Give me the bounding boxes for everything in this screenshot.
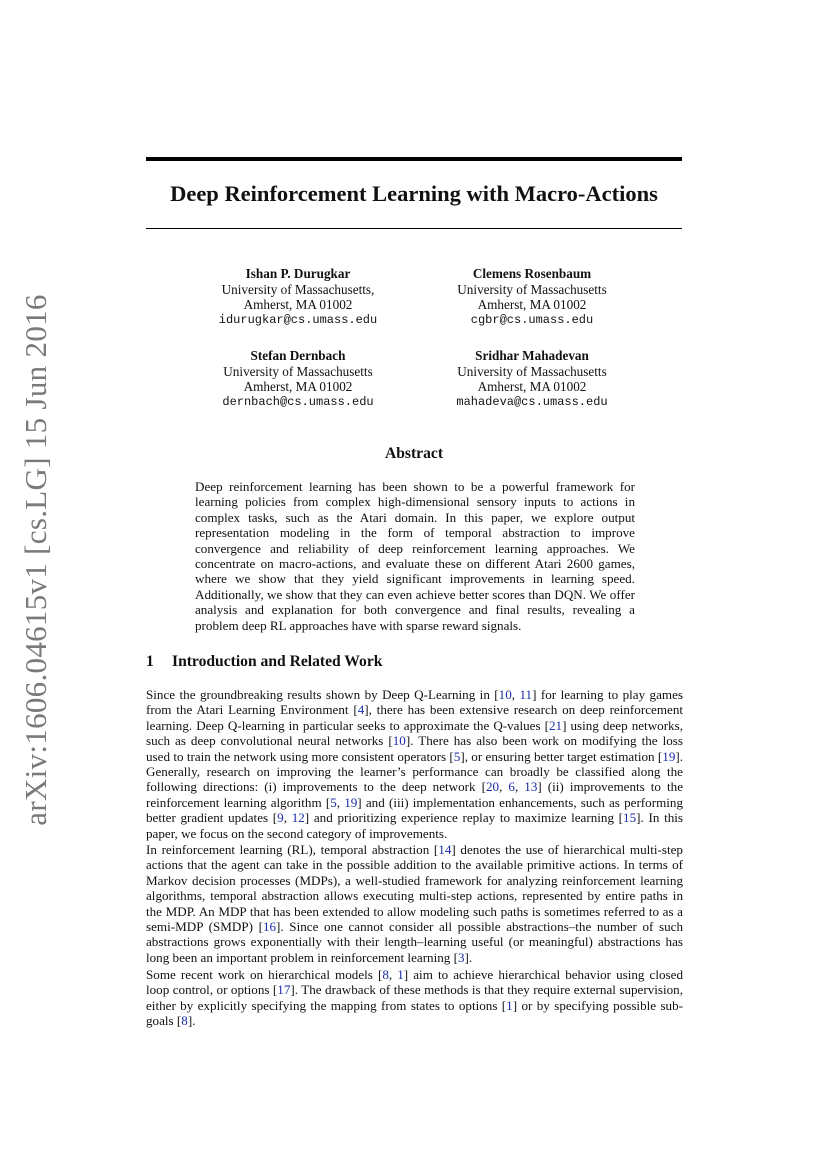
citation-link[interactable]: 16 [262, 919, 277, 935]
citation-link[interactable]: 1 [506, 997, 513, 1013]
citation-link[interactable]: 15 [623, 810, 637, 826]
citation-link[interactable]: 19 [662, 748, 676, 764]
author-affiliation: University of Massachusetts, [221, 281, 375, 297]
paragraph-segment: ] and (iii) implementation enhancements, such as performing better gradient updates [ [146, 794, 683, 826]
author-email: cgbr@cs.umass.edu [470, 312, 594, 327]
paragraph-segment: ] and prioritizing experience replay to maximize learning [ [304, 810, 624, 826]
title-top-rule [146, 157, 682, 161]
paragraph-segment: ]. There has also been work on modifying the loss used to train the network using more consistent operators [ [146, 733, 683, 764]
paragraph-segment: ] (ii) improvements to the reinforcement learning algorithm [ [146, 779, 684, 810]
paragraph [146, 842, 683, 965]
paragraph-text [146, 687, 683, 841]
citation-link[interactable]: 10 [392, 733, 406, 749]
author-name: Clemens Rosenbaum [472, 266, 592, 281]
paragraph-segment: ]. Since one cannot consider all possible abstractions–the number of such abstractions grows exponentially with their length–learning useful (or meaningful) abstractions has long been an important problem in reinforcement learning [ [146, 919, 683, 965]
paragraph-segment: ] denotes the use of hierarchical multi-step actions that the agent can take in the possible addition to the available primitive actions. In terms of Markov decision processes (MDPs), a well-studied framework for analyzing reinforcement learning algorithms, temporal abstraction allows executing multi-step actions, represented by entire paths in the MDP. An MDP that has been extended to allow modeling such paths is sometimes referred to as a semi-MDP (SMDP) [ [146, 842, 683, 935]
paragraph-segment: ]. [187, 1013, 196, 1029]
author-affiliation: University of Massachusetts [223, 363, 373, 379]
paragraph-segment: ], or ensuring better target estimation [ [460, 748, 663, 764]
citation-link[interactable]: 4 [357, 702, 365, 718]
paragraph-segment: Some recent work on hierarchical models [ [146, 967, 383, 982]
paragraph-segment: In reinforcement learning (RL), temporal abstraction [ [146, 842, 439, 857]
citation-link[interactable]: 8 [181, 1013, 188, 1029]
abstract-heading: Abstract [384, 445, 444, 462]
paragraph-segment: ]. In this paper, we focus on the second category of improvements. [146, 810, 683, 841]
citation-link[interactable]: 11 [519, 687, 533, 702]
paragraph-text [146, 842, 683, 965]
author-address: Amherst, MA 01002 [243, 379, 353, 394]
author-affiliation: University of Massachusetts [457, 363, 607, 379]
paragraph-segment: ] for learning to play games from the Atari Learning Environment [ [146, 687, 684, 718]
paragraph-segment: , [388, 967, 398, 982]
paragraph-segment: , [511, 687, 520, 702]
paragraph-segment: Since the groundbreaking results shown by Deep Q-Learning in [ [146, 687, 499, 702]
author-block [168, 266, 428, 328]
citation-link[interactable]: 20 [486, 779, 500, 795]
citation-link[interactable]: 9 [277, 810, 284, 826]
author-email: mahadeva@cs.umass.edu [456, 394, 608, 409]
author-email: dernbach@cs.umass.edu [222, 394, 374, 409]
paragraph-segment: ] aim to achieve hierarchical behavior using closed loop control, or options [ [146, 967, 684, 998]
paragraph [146, 967, 683, 1029]
paragraph-segment: ]. Generally, research on improving the learner’s performance can broadly be classified along the following directions: (i) improvements to the deep network [ [146, 748, 683, 795]
citation-link[interactable]: 14 [438, 842, 452, 857]
citation-link[interactable]: 21 [549, 717, 563, 733]
paragraph-segment: , [283, 810, 292, 826]
paragraph-segment: ]. The drawback of these methods is that they require external supervision, either by explicitly specifying the mapping from states to options [ [146, 982, 683, 1013]
citation-link[interactable]: 17 [277, 982, 291, 998]
author-name: Stefan Dernbach [250, 348, 346, 363]
paragraph-segment: ]. [464, 949, 473, 965]
citation-link[interactable]: 19 [344, 794, 358, 810]
author-address: Amherst, MA 01002 [477, 379, 587, 394]
abstract-text: Deep reinforcement learning has been shown to be a powerful framework for learning policies from complex high-dimensional sensory inputs to actions in complex tasks, such as the Atari domain. In this paper, we explore output representation modeling in the form of temporal abstraction to improve convergence and reliability of deep reinforcement learning approaches. We concentrate on macro-actions, and evaluate these on different Atari 2600 games, where we show that they yield significant improvements in learning speed. Additionally, we show that they can even achieve better scores than DQN. We offer analysis and explanation for both convergence and final results, revealing a problem deep RL approaches have with sparse reward signals. [195, 479, 635, 633]
author-affiliation: University of Massachusetts [457, 281, 607, 297]
title-bottom-rule [146, 228, 682, 229]
paragraph-segment: , [336, 794, 345, 810]
paper-title: Deep Reinforcement Learning with Macro-Actions [170, 181, 658, 206]
author-block [402, 266, 662, 328]
paragraph-text [146, 967, 683, 1029]
citation-link[interactable]: 5 [330, 794, 337, 810]
section-title: Introduction and Related Work [172, 653, 383, 670]
author-name: Ishan P. Durugkar [245, 266, 351, 281]
author-name: Sridhar Mahadevan [475, 348, 589, 363]
citation-link[interactable]: 1 [397, 967, 404, 982]
citation-link[interactable]: 6 [508, 779, 515, 795]
paragraph-segment: , [499, 779, 509, 795]
author-block [402, 348, 662, 410]
paragraph-segment: , [514, 779, 525, 795]
citation-link[interactable]: 10 [498, 687, 512, 702]
citation-link[interactable]: 13 [524, 779, 538, 795]
paragraph [146, 687, 683, 841]
paragraph-segment: ], there has been extensive research on deep reinforcement learning. Deep Q-learning in particular seeks to approximate the Q-values [ [146, 702, 683, 733]
author-address: Amherst, MA 01002 [243, 297, 353, 312]
citation-link[interactable]: 3 [457, 949, 465, 965]
author-email: idurugkar@cs.umass.edu [218, 312, 378, 327]
author-address: Amherst, MA 01002 [477, 297, 587, 312]
paragraph-segment: ] or by specifying possible sub-goals [ [146, 997, 683, 1029]
citation-link[interactable]: 8 [382, 967, 389, 982]
author-block [168, 348, 428, 410]
arxiv-stamp: arXiv:1606.04615v1 [cs.LG] 15 Jun 2016 [18, 294, 53, 826]
citation-link[interactable]: 5 [453, 748, 461, 764]
paragraph-segment: ] using deep networks, such as deep convolutional neural networks [ [146, 717, 683, 749]
citation-link[interactable]: 12 [291, 810, 305, 826]
section-number: 1 [146, 653, 154, 670]
section-heading [146, 653, 382, 671]
